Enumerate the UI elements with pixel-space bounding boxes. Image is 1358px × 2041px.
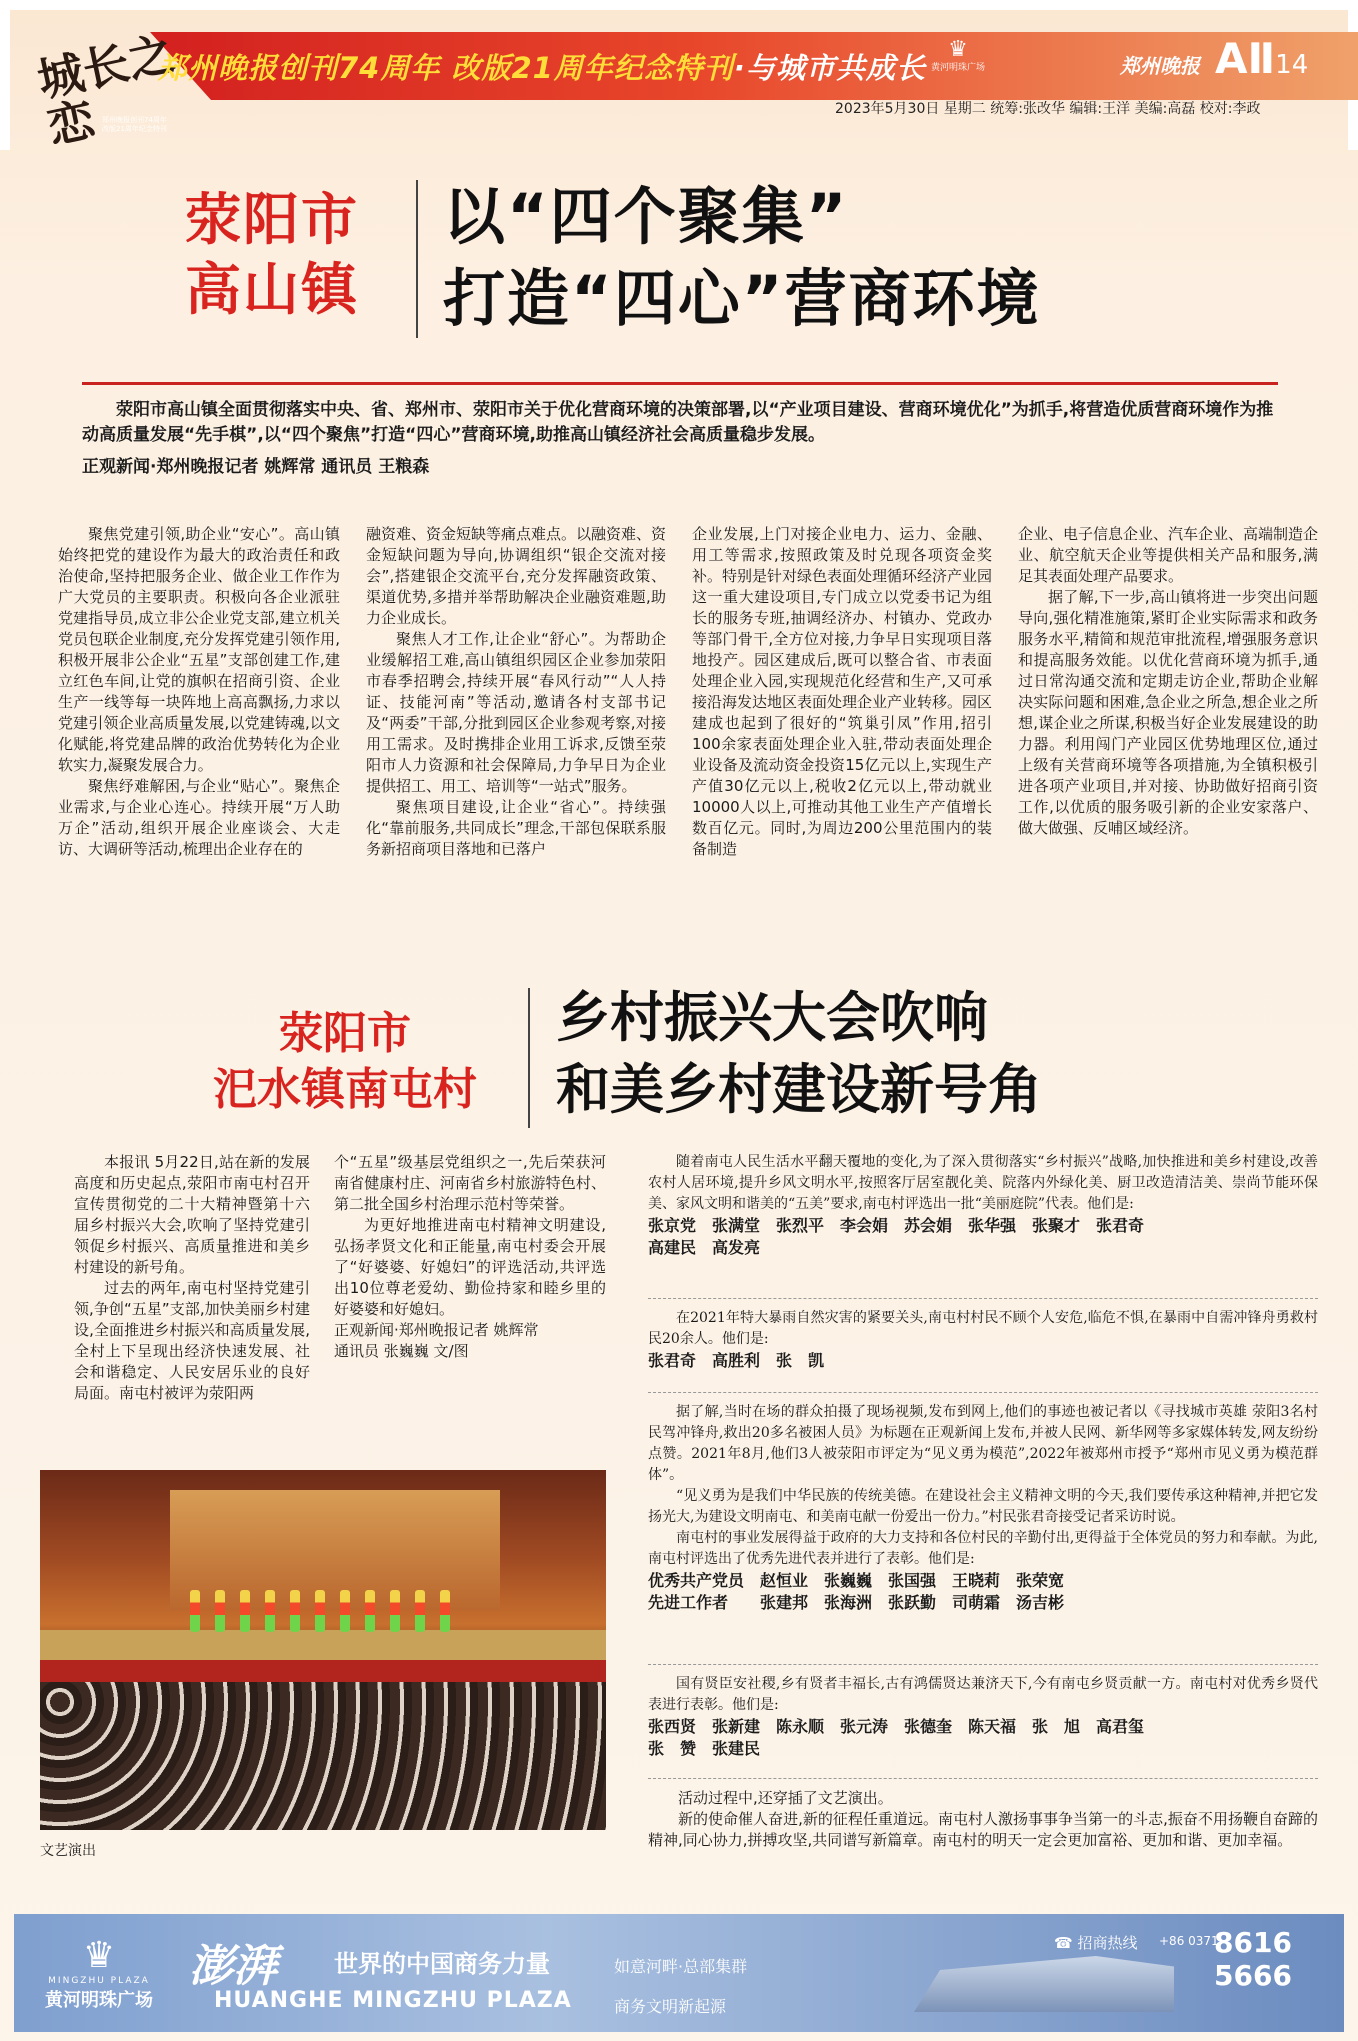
article2-place [180,1006,510,1118]
paragraph: 在2021年特大暴雨自然灾害的紧要关头,南屯村村民不顾个人安危,临危不惧,在暴雨中自需冲锋舟勇救村民20余人。他们是: [648,1310,1318,1347]
paragraph: 本报讯 5月22日,站在新的发展高度和历史起点,荥阳市南屯村召开宣传贯彻党的二十大精神暨第十六届乡村振兴大会,吹响了坚持党建引领促乡村振兴、高质量推进和美乡村建设的新号角。 [74,1153,310,1276]
article2-column-2 [334,1152,606,1362]
section-divider [648,1664,1318,1665]
paragraph: 活动过程中,还穿插了文艺演出。 [678,1789,893,1807]
newspaper-name: 郑州晚报 [1120,54,1200,78]
ad-logo-name: 黄河明珠广场 [45,1990,153,2011]
lead-rule [82,382,1278,385]
name-list: 优秀共产党员 赵恒业 张巍巍 张国强 王晓莉 张荣宽 [648,1571,1065,1590]
paragraph: 据了解,当时在场的群众拍摄了现场视频,发布到网上,他们的事迹也被记者以《寻找城市英雄 荥阳3名村民驾冲锋舟,救出20多名被困人员》为标题在正观新闻上发布,并被人民网、新华网等多家媒体转发,网友纷纷点赞。2021年8月,他们3人被荥阳市评定为“见义勇为模范”,2022年被郑州市授予“郑州市见义勇为模范群体”。 [648,1404,1318,1483]
paragraph: 企业、电子信息企业、汽车企业、高端制造企业、航空航天企业等提供相关产品和服务,满足其表面处理产品要求。 [1018,525,1319,585]
headline-divider [528,988,530,1128]
paragraph: 国有贤臣安社稷,乡有贤者丰福长,古有鸿儒贤达兼济天下,今有南屯乡贤贡献一方。南屯村对优秀乡贤代表进行表彰。他们是: [648,1676,1318,1713]
section-divider [648,1298,1318,1299]
paragraph: 据了解,下一步,高山镇将进一步突出问题导向,强化精准施策,紧盯企业实际需求和政务服务水平,精简和规范审批流程,增强服务意识和提高服务效能。以优化营商环境为抓手,通过日常沟通交流和定期走访企业,帮助企业解决实际问题和困难,急企业之所急,想企业之所想,谋企业之所谋,积极当好企业发展建设的助力器。利用闯门产业园区优势地理区位,通过上级有关营商环境等各项措施,为全镇积极引进各项产业项目,并对接、协助做好招商引资工作,以优质的服务吸引新的企业安家落户、做大做强、反哺区域经济。 [1018,588,1318,837]
page-number [1215,34,1308,83]
paragraph: 南屯村的事业发展得益于政府的大力支持和各位村民的辛勤付出,更得益于全体党员的努力和奉献。为此,南屯村评选出了优秀先进代表并进行了表彰。他们是: [648,1530,1318,1567]
ad-banner[interactable] [14,1914,1344,2032]
paragraph: “见义勇为是我们中华民族的传统美德。在建设社会主义精神文明的今天,我们要传承这种精神,并把它发扬光大,为建设文明南屯、和美南屯献一份爱出一份力。”村民张君奇接受记者采访时说。 [648,1488,1318,1525]
dancer [290,1590,300,1632]
award-section-3 [648,1402,1318,1614]
page-section: AⅡ [1215,34,1276,83]
dancer [240,1590,250,1632]
dancer [340,1590,350,1632]
dancer [440,1590,450,1632]
dancer [190,1590,200,1632]
article1-column-4 [1018,524,1318,839]
paragraph: 聚焦党建引领,助企业“安心”。高山镇始终把党的建设作为最大的政治责任和政治使命,坚持把服务企业、做企业工作作为广大党员的主要职责。积极向各企业派驻党建指导员,成立非公企业党支部,建立机关党员包联企业制度,充分发挥党建引领作用,积极开展非公企业“五星”支部创建工作,建立红色车间,让党的旗帜在招商引资、企业生产一线等每一块阵地上高高飘扬,力求以党建引领企业高质量发展,以党建铸魂,以文化赋能,将党建品牌的政治优势转化为企业软实力,凝聚发展合力。 [58,525,340,774]
ad-hotline-label [1054,1932,1137,1953]
dancer [415,1590,425,1632]
article1-headline [443,176,1041,340]
article2-column-1 [74,1152,310,1404]
award-section-1 [648,1152,1318,1259]
article1-place-line: 高山镇 [185,258,359,323]
dancer [265,1590,275,1632]
name-list: 张京党 张满堂 张烈平 李会娟 苏会娟 张华强 张聚才 张君奇 [648,1216,1145,1235]
article2-headline-line: 乡村振兴大会吹响 [556,986,988,1049]
article1-place-line: 荥阳市 [185,188,359,253]
article2-byline: 正观新闻·郑州晚报记者 姚辉常 [334,1321,539,1339]
article2-place-line: 汜水镇南屯村 [213,1064,477,1115]
issue-info: 2023年5月30日 星期二 统筹:张改华 编辑:王洋 美编:高磊 校对:李政 [835,101,1261,117]
article2-headline-line: 和美乡村建设新号角 [556,1058,1042,1121]
name-list: 先进工作者 张建邦 张海洲 张跃勤 司萌霜 汤吉彬 [648,1593,1065,1612]
paragraph: 过去的两年,南屯村坚持党建引领,争创“五星”支部,加快美丽乡村建设,全面推进乡村振兴和高质量发展,全村上下呈现出经济快速发展、社会和谐稳定、人民安居乐业的良好局面。南屯村被评为荥阳两 [74,1279,310,1402]
paragraph: 个“五星”级基层党组织之一,先后荣获河南省健康村庄、河南省乡村旅游特色村、第二批全国乡村治理示范村等荣誉。 [334,1153,606,1213]
article1-headline-line: 以“四个聚集” [443,180,849,253]
paragraph: 新的使命催人奋进,新的征程任重道远。南屯村人激扬事事争当第一的斗志,振奋不用扬鞭自奋蹄的精神,同心协力,拼搏攻坚,共同谱写新篇章。南屯村的明天一定会更加富裕、更加和谐、更加幸福。 [648,1810,1318,1849]
paragraph: 为更好地推进南屯村精神文明建设,弘扬孝贤文化和正能量,南屯村委会开展了“好婆婆、好媳妇”的评选活动,共评选出10位尊老爱幼、勤俭持家和睦乡里的好婆婆和好媳妇。 [334,1216,606,1318]
column-logo-sub: 郑州晚报创刊74周年 改版21周年纪念特刊 [102,116,167,133]
section-divider [648,1392,1318,1393]
headline-divider [416,180,418,338]
masthead-title-main: 郑州晚报创刊74周年 改版21周年纪念特刊 [158,51,734,85]
column-logo-text: 城长之恋 [32,25,180,155]
masthead [0,0,1358,155]
photo-caption: 文艺演出 [40,1843,96,1859]
article1-column-2 [366,524,666,860]
ad-hotline-text: 招商热线 [1077,1934,1138,1952]
dancer [390,1590,400,1632]
name-list: 高建民 高发亮 [648,1238,761,1257]
masthead-title [158,46,926,87]
paragraph: 随着南屯人民生活水平翻天覆地的变化,为了深入贯彻落实“乡村振兴”战略,加快推进和美乡村建设,改善农村人居环境,提升乡风文明水平,按照客厅居室靓化美、院落内外绿化美、厨卫改造清洁美、崇尚节能环保美、家风文明和谐美的“五美”要求,南屯村评选出一批“美丽庭院”代表。他们是: [648,1154,1318,1212]
dancer [315,1590,325,1632]
ad-slogan: 世界的中国商务力量 [334,1950,550,1978]
ad-phone-number: 8616 5666 [1214,1926,1292,1992]
name-list: 张西贤 张新建 陈永顺 张元涛 张德奎 陈天福 张 旭 高君玺 [648,1717,1145,1736]
page-num: 14 [1275,50,1309,80]
performance-photo [40,1470,606,1830]
article1-headline-line: 打造“四心”营商环境 [443,262,1041,335]
article1-place [185,186,359,326]
paragraph: 聚焦人才工作,让企业“舒心”。为帮助企业缓解招工难,高山镇组织园区企业参加荥阳市春季招聘会,持续开展“春风行动”“人人持证、技能河南”等活动,邀请各村支部书记及“两委”干部,分批到园区企业参观考察,对接用工需求。及时携排企业用工诉求,反馈至荥阳市人力资源和社会保障局,力争早日为企业提供招工、用工、培训等“一站式”服务。 [366,630,666,795]
ad-tagline: 如意河畔·总部集群 [614,1957,748,1976]
article2-place-line: 荥阳市 [279,1008,411,1059]
paragraph: 聚焦项目建设,让企业“省心”。持续强化“靠前服务,共同成长”理念,干部包保联系服务新招商项目落地和已落户 [366,798,666,858]
award-section-4 [648,1674,1318,1760]
ad-phone-prefix: +86 0371 [1159,1934,1219,1948]
masthead-title-tail: ·与城市共成长 [733,51,926,85]
ad-script-title: 澎湃 [189,1941,277,1992]
ad-logo [34,1936,164,2012]
article2-closing [648,1788,1318,1851]
ad-logo-sub: MINGZHU PLAZA [48,1976,150,1986]
sponsor-logo [928,37,988,73]
ad-tagline: 商务文明新起源 [614,1997,727,2016]
article2-byline: 通讯员 张巍巍 文/图 [334,1342,469,1360]
ad-logo-icon: ♛ [82,1935,116,1976]
stage-rug [40,1660,606,1682]
paragraph: 聚焦纾难解困,与企业“贴心”。聚焦企业需求,与企业心连心。持续开展“万人助万企”活动,组织开展企业座谈会、大走访、大调研等活动,梳理出企业存在的 [58,777,340,858]
dancer [215,1590,225,1632]
phone-icon: ☎ [1054,1934,1073,1952]
sponsor-name: 黄河明珠广场 [930,63,985,73]
sponsor-logo-icon: ♛ [948,37,968,62]
article1-column-1 [58,524,340,860]
ad-english-name: HUANGHE MINGZHU PLAZA [214,1988,572,2013]
paragraph: 企业发展,上门对接企业电力、运力、金融、用工等需求,按照政策及时兑现各项资金奖补。特别是针对绿色表面处理循环经济产业园这一重大建设项目,专门成立以党委书记为组长的服务专班,抽调经济办、村镇办、党政办等部门骨干,全方位对接,力争早日实现项目落地投产。园区建成后,既可以整合省、市表面处理企业入园,实现规范化经营和生产,又可承接沿海发达地区表面处理企业产业转移。园区建成也起到了很好的“筑巢引凤”作用,招引100余家表面处理企业入驻,带动表面处理企业设备及流动资金投资15亿元以上,实现生产产值30亿元以上,税收2亿元以上,带动就业10000人以上,可推动其他工业生产产值增长数百亿元。同时,为周边200公里范围内的装备制造 [692,525,993,858]
name-list: 张 赞 张建民 [648,1739,761,1758]
audience [40,1682,606,1830]
award-section-2 [648,1308,1318,1372]
name-list: 张君奇 高胜利 张 凯 [648,1351,825,1370]
dancer [365,1590,375,1632]
article1-column-3 [692,524,992,860]
section-divider [648,1778,1318,1779]
article2-headline [556,982,1042,1126]
article1-lead: 荥阳市高山镇全面贯彻落实中央、省、郑州市、荥阳市关于优化营商环境的决策部署,以“产业项目建设、营商环境优化”为抓手,将营造优质营商环境作为推动高质量发展“先手棋”,以“四个聚焦”打造“四心”营商环境,助推高山镇经济社会高质量稳步发展。 [82,400,1274,445]
paragraph: 融资难、资金短缺等痛点难点。以融资难、资金短缺问题为导向,协调组织“银企交流对接会”,搭建银企交流平台,充分发挥融资政策、渠道优势,多措并举帮助解决企业融资难题,助力企业成长。 [366,525,667,627]
article1-byline: 正观新闻·郑州晚报记者 姚辉常 通讯员 王粮森 [82,457,430,477]
